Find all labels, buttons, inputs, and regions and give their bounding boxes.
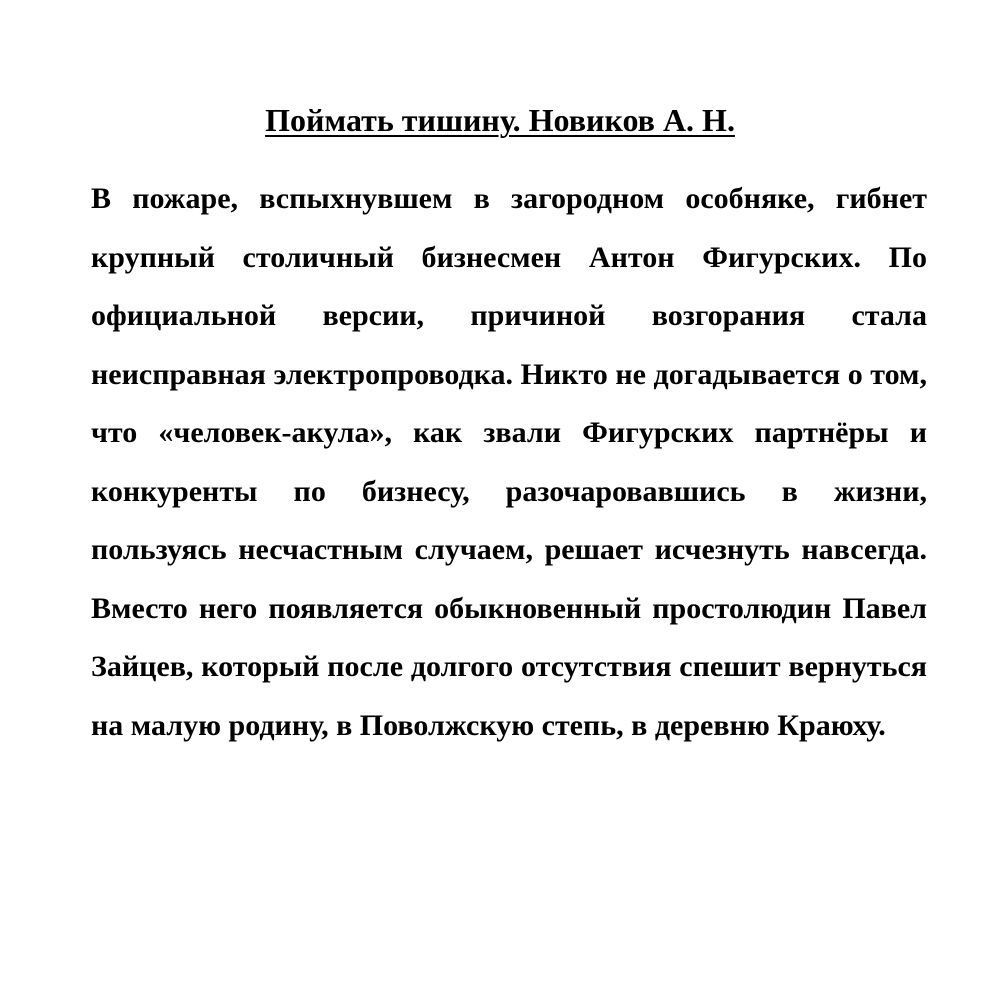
- document-title: [0, 100, 1000, 140]
- document-body-paragraph: В пожаре, вспыхнувшем в загородном особняке, гибнет крупный столичный бизнесмен Антон Фигурских. По официальной версии, причиной возгорания стала неисправная электропроводка. Никто не догадывается о том, что «человек-акула», как звали Фигурских партнёры и конкуренты по бизнесу, разочаровавшись в жизни, пользуясь несчастным случаем, решает исчезнуть навсегда. Вместо него появляется обыкновенный простолюдин Павел Зайцев, который после долгого отсутствия спешит вернуться на малую родину, в Поволжскую степь, в деревню Краюху.: [91, 182, 927, 742]
- document-title-text: Поймать тишину. Новиков А. Н.: [265, 102, 735, 138]
